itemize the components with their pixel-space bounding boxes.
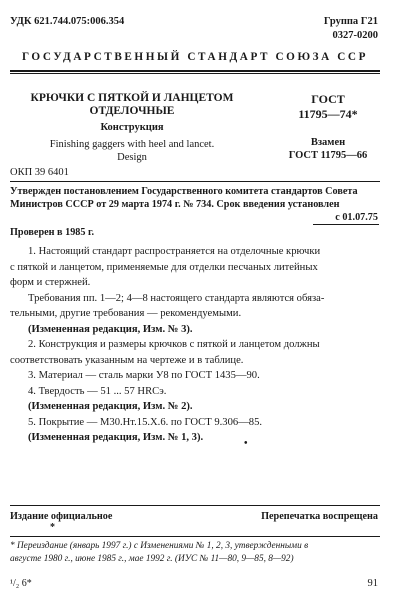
body-line: 5. Покрытие — М30.Нт.15.Х.6. по ГОСТ 9.306—85. — [28, 416, 263, 428]
footnote-line1: * Переиздание (январь 1997 г.) с Изменениями № 1, 2, 3, утвержденными в — [10, 541, 309, 551]
title-en-line2: Design — [117, 152, 147, 163]
classifier-code: 0327-0200 — [332, 30, 378, 41]
title-ru-line1: КРЮЧКИ С ПЯТКОЙ И ЛАНЦЕТОМ — [30, 92, 234, 104]
body-line: 3. Материал — сталь марки У8 по ГОСТ 1435—90. — [28, 370, 260, 381]
group-label: Группа Г21 — [323, 16, 378, 27]
okp-code: ОКП 39 6401 — [10, 167, 69, 178]
checked-note: Проверен в 1985 г. — [10, 227, 95, 238]
revision-note: (Измененная редакция, Изм. № 1, 3). — [28, 432, 204, 443]
replaces-label: Взамен — [310, 137, 346, 148]
revision-note: (Измененная редакция, Изм. № 2). — [28, 401, 193, 412]
title-en-line1: Finishing gaggers with heel and lancet. — [49, 139, 215, 150]
title-subtitle: Конструкция — [100, 122, 164, 133]
gost-number: 11795—74* — [298, 107, 358, 121]
body-line: 2. Конструкция и размеры крючков с пяткой и ланцетом должны — [28, 339, 320, 350]
paragraph-scope — [10, 244, 380, 446]
reprint-notice: Перепечатка воспрещена — [261, 511, 378, 522]
udk-code: УДК 621.744.075:006.354 — [10, 16, 125, 27]
body-line: форм и стержней. — [10, 277, 91, 288]
approval-date-underline — [313, 224, 379, 225]
approval-line2: Министров СССР от 29 марта 1974 г. № 734. Срок введения установлен — [10, 199, 340, 210]
page-number: 91 — [367, 578, 378, 589]
body-line: 1. Настоящий стандарт распространяется на отделочные крючки — [28, 246, 321, 257]
approval-date: с 01.07.75 — [335, 212, 378, 223]
sheet-fraction: ¹/₂ 6* — [10, 578, 32, 589]
footnote-rule — [10, 536, 380, 537]
title-ru-line2: ОТДЕЛОЧНЫЕ — [89, 105, 175, 117]
standard-title: ГОСУДАРСТВЕННЫЙ СТАНДАРТ СОЮЗА ССР — [21, 51, 369, 63]
header-rule-bottom — [10, 73, 380, 74]
body-line: 4. Твердость — 51 ... 57 HRCэ. — [28, 385, 167, 397]
body-line: с пяткой и ланцетом, применяемые для отделки песчаных литейных — [10, 261, 318, 273]
official-edition: Издание официальное — [10, 511, 113, 522]
header-rule-top — [10, 70, 380, 72]
approval-line1: Утвержден постановлением Государственного комитета стандартов Совета — [10, 186, 358, 197]
gost-label: ГОСТ — [311, 92, 345, 106]
footnote-line2: августе 1980 г., июне 1985 г., мае 1992 г. (ИУС № 11—80, 9—85, 8—92) — [10, 554, 294, 564]
ornament-mark: • — [244, 438, 248, 449]
revision-note: (Измененная редакция, Изм. № 3). — [28, 323, 193, 335]
footer-rule — [10, 505, 380, 506]
body-line: соответствовать указанным на чертеже и в таблице. — [10, 354, 244, 366]
body-line: тельными, другие требования — рекомендуемыми. — [10, 308, 242, 319]
body-line: Требования пп. 1—2; 4—8 настоящего стандарта являются обяза- — [28, 292, 325, 304]
title-rule — [10, 181, 380, 182]
replaces-number: ГОСТ 11795—66 — [288, 150, 368, 161]
footnote-star: * — [50, 522, 55, 533]
